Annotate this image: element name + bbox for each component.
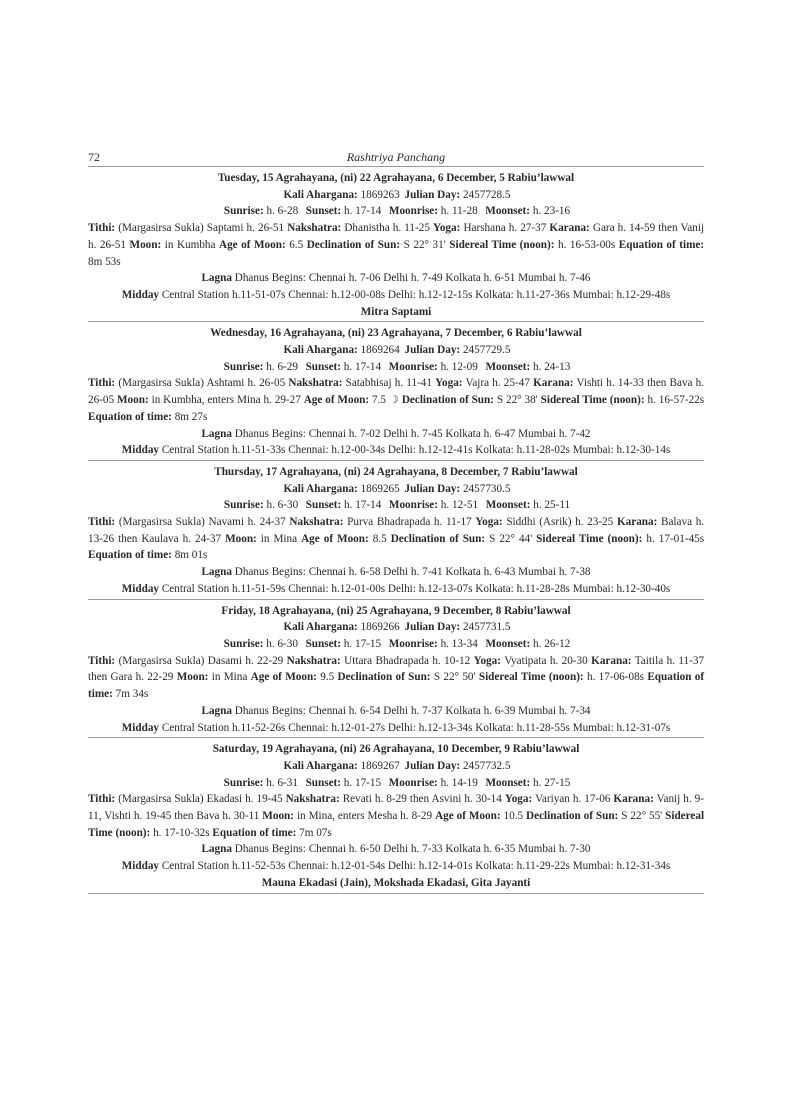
- moonrise-label: Moonrise:: [388, 360, 438, 373]
- kali-ahargana-value: 1869265: [360, 482, 400, 495]
- moonrise-value: h. 14-19: [440, 776, 478, 789]
- karana-value: Gara h. 14-59 then Vanij h. 26-51: [88, 222, 705, 251]
- day-heading: Tuesday, 15 Agrahayana, (ni) 22 Agrahayana, 6 December, 5 Rabiu’lawwal: [217, 172, 575, 184]
- equation-label: Equation of time:: [88, 549, 172, 562]
- age-of-moon-label: Age of Moon:: [219, 238, 286, 251]
- yoga-value: Harshana h. 27-37: [463, 222, 547, 235]
- moonrise-label: Moonrise:: [388, 205, 438, 218]
- moonrise-label: Moonrise:: [388, 637, 438, 650]
- lagna-line: [88, 703, 704, 720]
- midday-label: Midday: [121, 860, 160, 873]
- sidereal-value: h. 16-57-22s: [647, 394, 705, 407]
- declination-value: S 22° 38': [496, 394, 538, 407]
- sunset-value: h. 17-14: [344, 499, 382, 512]
- day-heading: Wednesday, 16 Agrahayana, (ni) 23 Agrahayana, 7 December, 6 Rabiu’lawwal: [210, 327, 582, 340]
- sidereal-label: Sidereal Time (noon):: [540, 394, 645, 407]
- lagna-line: [88, 426, 704, 443]
- julian-day-label: Julian Day:: [404, 621, 461, 634]
- lagna-label: Lagna: [201, 272, 232, 285]
- sidereal-label: Sidereal Time (noon):: [88, 810, 705, 839]
- sidereal-value: h. 16-53-00s: [557, 238, 616, 251]
- equation-value: 7m 34s: [115, 688, 149, 701]
- kali-ahargana-label: Kali Ahargana:: [283, 759, 358, 772]
- yoga-label: Yoga:: [475, 516, 503, 529]
- moonrise-value: h. 12-51: [440, 499, 479, 512]
- tithi-label: Tithi:: [88, 516, 116, 529]
- moonset-label: Moonset:: [485, 776, 531, 789]
- sun-moon-times: [88, 497, 704, 514]
- declination-value: S 22° 55': [621, 810, 663, 823]
- sidereal-label: Sidereal Time (noon):: [478, 671, 584, 684]
- tithi-label: Tithi:: [88, 222, 116, 235]
- tithi-value: (Margasirsa Sukla) Saptami h. 26-51: [118, 222, 285, 235]
- declination-value: S 22° 44': [489, 532, 533, 545]
- nakshatra-value: Purva Bhadrapada h. 11-17: [347, 516, 472, 529]
- midday-line: [88, 581, 704, 598]
- moonrise-label: Moonrise:: [388, 776, 438, 789]
- midday-label: Midday: [121, 582, 160, 595]
- declination-label: Declination of Sun:: [337, 671, 431, 684]
- lagna-value: Dhanus Begins: Chennai h. 7-06 Delhi h. 7-49 Kolkata h. 6-51 Mumbai h. 7-46: [234, 272, 591, 285]
- age-of-moon-value: 7.5 ☽: [372, 394, 399, 407]
- karana-value: Taitila h. 11-37 then Gara h. 22-29: [88, 654, 705, 684]
- lagna-label: Lagna: [201, 566, 232, 579]
- tithi-value: (Margasirsa Sukla) Navami h. 24-37: [118, 516, 286, 529]
- karana-label: Karana:: [591, 654, 632, 667]
- moon-value: in Mina, enters Mesha h. 8-29: [296, 810, 433, 823]
- midday-line: [88, 858, 704, 875]
- yoga-label: Yoga:: [435, 377, 463, 390]
- sun-moon-times: [88, 775, 704, 792]
- tithi-paragraph: [88, 791, 704, 841]
- moon-value: in Kumbha, enters Mina h. 29-27: [151, 394, 301, 407]
- sun-moon-times: [88, 203, 704, 220]
- karana-label: Karana:: [616, 516, 658, 529]
- age-of-moon-value: 9.5: [320, 671, 335, 684]
- ahargana-line: [88, 187, 704, 204]
- moon-label: Moon:: [262, 810, 294, 823]
- lagna-label: Lagna: [201, 704, 232, 717]
- equation-label: Equation of time:: [88, 410, 172, 423]
- lagna-value: Dhanus Begins: Chennai h. 7-02 Delhi h. 7-45 Kolkata h. 6-47 Mumbai h. 7-42: [234, 427, 591, 440]
- tithi-label: Tithi:: [88, 793, 116, 806]
- tithi-value: (Margasirsa Sukla) Ekadasi h. 19-45: [118, 793, 283, 806]
- page-title: Rashtriya Panchang: [346, 150, 446, 164]
- yoga-label: Yoga:: [504, 793, 533, 806]
- moon-value: in Mina: [260, 532, 298, 545]
- equation-label: Equation of time:: [212, 826, 297, 839]
- sunset-value: h. 17-14: [344, 205, 382, 218]
- julian-day-label: Julian Day:: [404, 482, 461, 495]
- kali-ahargana-label: Kali Ahargana:: [283, 482, 358, 495]
- ahargana-line: [88, 342, 704, 359]
- day-heading: Thursday, 17 Agrahayana, (ni) 24 Agrahayana, 8 December, 7 Rabiu’lawwal: [214, 465, 578, 478]
- sunrise-value: h. 6-28: [266, 205, 299, 218]
- karana-label: Karana:: [613, 793, 654, 806]
- midday-line: [88, 720, 704, 737]
- festival-line: Mauna Ekadasi (Jain), Mokshada Ekadasi, Gita Jayanti: [261, 876, 531, 889]
- tithi-paragraph: [88, 220, 704, 270]
- kali-ahargana-value: 1869266: [360, 621, 400, 634]
- festival-line: Mitra Saptami: [360, 305, 432, 318]
- sidereal-label: Sidereal Time (noon):: [536, 532, 643, 545]
- tithi-value: (Margasirsa Sukla) Dasami h. 22-29: [118, 654, 284, 667]
- yoga-value: Siddhi (Asrik) h. 23-25: [506, 516, 614, 529]
- panchang-page: [88, 150, 704, 894]
- sunset-label: Sunset:: [305, 637, 341, 650]
- kali-ahargana-label: Kali Ahargana:: [283, 344, 358, 357]
- yoga-label: Yoga:: [433, 222, 461, 235]
- sunrise-label: Sunrise:: [223, 499, 264, 512]
- sunset-value: h. 17-15: [343, 637, 382, 650]
- julian-day-value: 2457730.5: [462, 482, 511, 495]
- sunrise-value: h. 6-31: [266, 776, 298, 789]
- tithi-paragraph: [88, 375, 704, 425]
- midday-value: Central Station h.11-52-53s Chennai: h.12-01-54s Delhi: h.12-14-01s Kolkata: h.11-29-22s Mumbai: h.12-31-34s: [161, 860, 671, 873]
- kali-ahargana-value: 1869264: [360, 344, 400, 357]
- age-of-moon-label: Age of Moon:: [250, 671, 317, 684]
- tithi-label: Tithi:: [88, 377, 116, 390]
- nakshatra-label: Nakshatra:: [286, 654, 341, 667]
- lagna-value: Dhanus Begins: Chennai h. 6-50 Delhi h. 7-33 Kolkata h. 6-35 Mumbai h. 7-30: [234, 843, 591, 856]
- nakshatra-value: Uttara Bhadrapada h. 10-12: [344, 654, 471, 667]
- moon-value: in Kumbha: [164, 238, 216, 251]
- sunrise-value: h. 6-30: [266, 637, 298, 650]
- moonset-label: Moonset:: [485, 499, 531, 512]
- sunset-label: Sunset:: [305, 776, 341, 789]
- tithi-value: (Margasirsa Sukla) Ashtami h. 26-05: [118, 377, 286, 390]
- tithi-paragraph: [88, 653, 704, 703]
- sunrise-value: h. 6-30: [266, 499, 299, 512]
- declination-value: S 22° 31': [403, 238, 446, 251]
- day-entries: [88, 167, 704, 894]
- karana-value: Vanij h. 9-11, Vishti h. 19-45 then Bava h. 30-11: [88, 793, 704, 823]
- sidereal-label: Sidereal Time (noon):: [449, 238, 555, 251]
- kali-ahargana-value: 1869267: [360, 759, 400, 772]
- yoga-value: Vyatipata h. 20-30: [504, 654, 588, 667]
- nakshatra-label: Nakshatra:: [289, 516, 344, 529]
- moonrise-value: h. 12-09: [440, 360, 478, 373]
- sunset-value: h. 17-14: [343, 360, 382, 373]
- midday-label: Midday: [121, 444, 160, 457]
- sunset-label: Sunset:: [305, 205, 342, 218]
- day-heading: Saturday, 19 Agrahayana, (ni) 26 Agrahayana, 10 December, 9 Rabiu’lawwal: [212, 743, 580, 756]
- karana-value: Balava h. 13-26 then Kaulava h. 24-37: [88, 516, 705, 545]
- julian-day-label: Julian Day:: [404, 188, 461, 201]
- sidereal-value: h. 17-06-08s: [586, 671, 645, 684]
- nakshatra-value: Revati h. 8-29 then Asvini h. 30-14: [342, 793, 502, 806]
- equation-value: 7m 07s: [299, 826, 332, 839]
- yoga-value: Variyan h. 17-06: [535, 793, 611, 806]
- nakshatra-label: Nakshatra:: [287, 222, 342, 235]
- day-entry: [88, 461, 704, 600]
- lagna-value: Dhanus Begins: Chennai h. 6-58 Delhi h. 7-41 Kolkata h. 6-43 Mumbai h. 7-38: [234, 566, 591, 579]
- julian-day-value: 2457732.5: [462, 759, 511, 772]
- yoga-value: Vajra h. 25-47: [465, 377, 530, 390]
- moon-label: Moon:: [176, 671, 209, 684]
- midday-value: Central Station h.11-51-33s Chennai: h.12-00-34s Delhi: h.12-12-41s Kolkata: h.11-28-02s Mumbai: h.12-30-14s: [161, 444, 671, 457]
- moonset-value: h. 27-15: [533, 776, 571, 789]
- midday-value: Central Station h.11-51-59s Chennai: h.12-01-00s Delhi: h.12-13-07s Kolkata: h.11-28-28s Mumbai: h.12-30-40s: [161, 582, 671, 595]
- lagna-value: Dhanus Begins: Chennai h. 6-54 Delhi h. 7-37 Kolkata h. 6-39 Mumbai h. 7-34: [234, 704, 591, 717]
- moonrise-value: h. 13-34: [440, 637, 478, 650]
- age-of-moon-label: Age of Moon:: [301, 532, 369, 545]
- sun-moon-times: [88, 636, 704, 653]
- kali-ahargana-label: Kali Ahargana:: [283, 621, 358, 634]
- karana-value: Vishti h. 14-33 then Bava h. 26-05: [88, 377, 705, 407]
- kali-ahargana-value: 1869263: [360, 188, 400, 201]
- nakshatra-value: Dhanistha h. 11-25: [344, 222, 430, 235]
- day-entry: [88, 167, 704, 322]
- midday-label: Midday: [121, 288, 160, 301]
- sunrise-label: Sunrise:: [223, 360, 264, 373]
- moon-label: Moon:: [225, 532, 257, 545]
- sun-moon-times: [88, 359, 704, 376]
- equation-value: 8m 27s: [174, 410, 208, 423]
- moonset-label: Moonset:: [485, 205, 531, 218]
- lagna-label: Lagna: [201, 427, 232, 440]
- moonrise-label: Moonrise:: [388, 499, 438, 512]
- sunrise-value: h. 6-29: [266, 360, 298, 373]
- lagna-line: [88, 564, 704, 581]
- ahargana-line: [88, 619, 704, 636]
- sidereal-value: h. 17-01-45s: [646, 532, 705, 545]
- moonset-value: h. 23-16: [532, 205, 571, 218]
- nakshatra-label: Nakshatra:: [288, 377, 343, 390]
- moon-label: Moon:: [117, 394, 149, 407]
- running-head: [88, 150, 704, 167]
- age-of-moon-value: 8.5: [372, 532, 387, 545]
- sunrise-label: Sunrise:: [223, 205, 264, 218]
- sunset-value: h. 17-15: [343, 776, 382, 789]
- equation-label: Equation of time:: [618, 238, 705, 251]
- midday-line: [88, 442, 704, 459]
- sunset-label: Sunset:: [305, 360, 341, 373]
- moonrise-value: h. 11-28: [440, 205, 478, 218]
- lagna-line: [88, 841, 704, 858]
- moonset-label: Moonset:: [485, 637, 531, 650]
- declination-label: Declination of Sun:: [526, 810, 619, 823]
- midday-line: [88, 287, 704, 304]
- lagna-label: Lagna: [201, 843, 232, 856]
- sunset-label: Sunset:: [305, 499, 342, 512]
- julian-day-value: 2457731.5: [462, 621, 511, 634]
- karana-label: Karana:: [549, 222, 590, 235]
- julian-day-value: 2457728.5: [462, 188, 511, 201]
- day-entry: [88, 322, 704, 461]
- tithi-label: Tithi:: [88, 654, 116, 667]
- declination-label: Declination of Sun:: [306, 238, 401, 251]
- julian-day-label: Julian Day:: [404, 759, 461, 772]
- moonset-value: h. 26-12: [533, 637, 571, 650]
- ahargana-line: [88, 481, 704, 498]
- declination-label: Declination of Sun:: [401, 394, 494, 407]
- age-of-moon-value: 6.5: [289, 238, 304, 251]
- julian-day-value: 2457729.5: [462, 344, 511, 357]
- equation-value: 8m 01s: [174, 549, 208, 562]
- moonset-label: Moonset:: [485, 360, 531, 373]
- midday-value: Central Station h.11-51-07s Chennai: h.12-00-08s Delhi: h.12-12-15s Kolkata: h.11-27-36s Mumbai: h.12-29-48s: [161, 288, 671, 301]
- equation-label: Equation of time:: [88, 671, 705, 701]
- page-number: 72: [88, 150, 100, 164]
- declination-label: Declination of Sun:: [390, 532, 486, 545]
- moon-label: Moon:: [129, 238, 162, 251]
- age-of-moon-value: 10.5: [503, 810, 524, 823]
- day-entry: [88, 738, 704, 893]
- sunrise-label: Sunrise:: [223, 637, 264, 650]
- ahargana-line: [88, 758, 704, 775]
- nakshatra-label: Nakshatra:: [285, 793, 340, 806]
- yoga-label: Yoga:: [473, 654, 501, 667]
- midday-value: Central Station h.11-52-26s Chennai: h.12-01-27s Delhi: h.12-13-34s Kolkata: h.11-28-55s Mumbai: h.12-31-07s: [161, 721, 671, 734]
- nakshatra-value: Satabhisaj h. 11-41: [345, 377, 432, 390]
- day-heading: Friday, 18 Agrahayana, (ni) 25 Agrahayana, 9 December, 8 Rabiu’lawwal: [221, 604, 571, 617]
- moonset-value: h. 25-11: [533, 499, 571, 512]
- day-entry: [88, 600, 704, 739]
- lagna-line: [88, 270, 704, 287]
- age-of-moon-label: Age of Moon:: [303, 394, 370, 407]
- sunrise-label: Sunrise:: [223, 776, 264, 789]
- julian-day-label: Julian Day:: [404, 344, 461, 357]
- tithi-paragraph: [88, 514, 704, 564]
- equation-value: 8m 53s: [88, 255, 121, 268]
- sidereal-value: h. 17-10-32s: [153, 826, 210, 839]
- karana-label: Karana:: [533, 377, 574, 390]
- moon-value: in Mina: [211, 671, 248, 684]
- moonset-value: h. 24-13: [533, 360, 571, 373]
- kali-ahargana-label: Kali Ahargana:: [283, 188, 358, 201]
- midday-label: Midday: [121, 721, 160, 734]
- declination-value: S 22° 50': [433, 671, 476, 684]
- age-of-moon-label: Age of Moon:: [435, 810, 501, 823]
